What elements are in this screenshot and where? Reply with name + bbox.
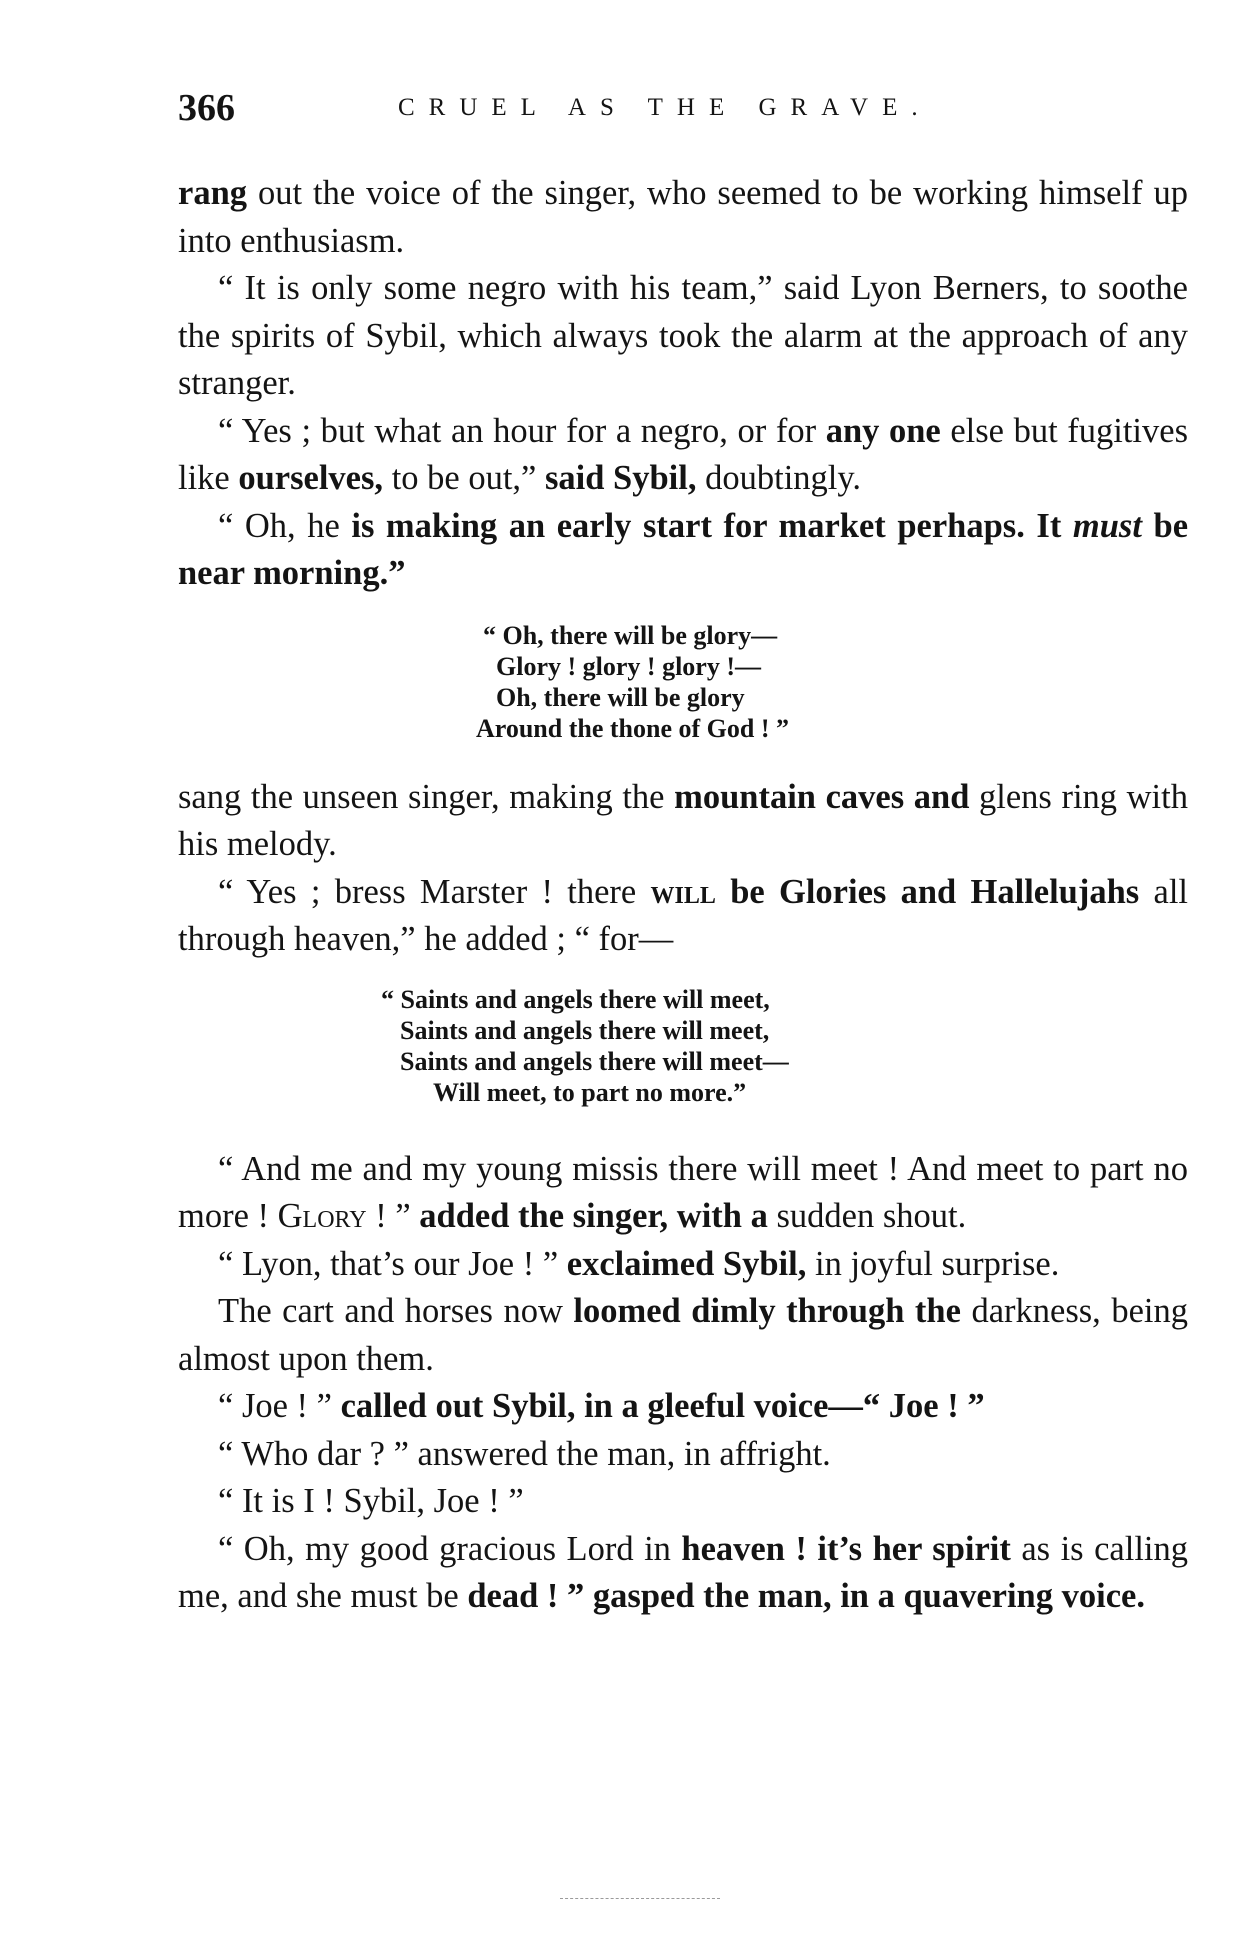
text-run: called out Sybil, in a gleeful voice—“ Joe ! ”: [340, 1387, 985, 1425]
verse-line: Oh, there will be glory: [496, 682, 745, 712]
text-run: doubtingly.: [696, 459, 861, 497]
paragraph: [178, 1146, 1188, 1241]
text-run: “ Yes ; but what an hour for a negro, or for: [218, 411, 826, 450]
text-run: in joyful surprise.: [806, 1244, 1060, 1283]
verse-line: Saints and angels there will meet—: [400, 1046, 789, 1076]
text-run: “ And me and my young missis there will meet ! And meet to part no more !: [178, 1149, 1188, 1235]
text-run: “ Joe ! ”: [218, 1387, 341, 1425]
text-run: is making an early start for market perhaps. It: [351, 506, 1062, 545]
text-run: ! ”: [366, 1197, 420, 1235]
verse-line: Glory ! glory ! glory !—: [496, 651, 761, 681]
verse-line: Saints and angels there will meet,: [400, 1015, 770, 1045]
text-run: loomed dimly through the: [573, 1292, 961, 1330]
text-run: any one: [825, 411, 941, 450]
paragraph: [178, 1383, 1188, 1431]
text-run: else but fugitives like: [178, 411, 1188, 497]
running-head: [178, 86, 1188, 130]
text-run: said Sybil,: [544, 459, 697, 497]
text-run: rang: [178, 174, 247, 212]
text-run: “ Lyon, that’s our Joe ! ”: [218, 1244, 567, 1283]
text-run: darkness, being almost upon them.: [178, 1292, 1188, 1378]
text-run: sang the unseen singer, making the: [178, 777, 675, 816]
paragraph: [178, 408, 1188, 503]
text-run: The cart and horses now: [218, 1292, 574, 1330]
running-title: CRUEL AS THE GRAVE.: [398, 94, 932, 121]
paragraph: [178, 1288, 1188, 1383]
text-run: sudden shout.: [767, 1197, 967, 1235]
page-number: 366: [178, 87, 235, 129]
footer-rule: [560, 1898, 720, 1899]
verse-line: “ Saints and angels there will meet,: [381, 984, 770, 1014]
text-run: mountain caves and: [674, 777, 970, 816]
paragraph: [178, 869, 1188, 964]
text-run: glens ring with his melody.: [178, 777, 1188, 863]
text-run: “ Oh, he: [218, 506, 352, 545]
text-run: as is calling me, and she must be: [178, 1529, 1188, 1615]
text-run: be Glories and Hallelujahs: [715, 872, 1140, 911]
text-run: Glory: [277, 1197, 367, 1235]
paragraph: [178, 503, 1188, 598]
text-run: “ Oh, my good gracious Lord in: [218, 1529, 682, 1568]
paragraph: [178, 170, 1188, 265]
text-run: out the voice of the singer, who seemed to be working himself up into enthusiasm.: [178, 174, 1188, 260]
song-verse: [178, 984, 1188, 1108]
text-run: dead ! ” gasped the man, in a quavering voice.: [467, 1577, 1145, 1615]
song-verse: [178, 620, 1188, 744]
text-run: be near morning.”: [178, 506, 1189, 592]
text-run: to be out,”: [383, 459, 545, 497]
text-run: must: [1072, 506, 1142, 545]
verse-line: Around the thone of God ! ”: [476, 713, 790, 743]
paragraph: [178, 774, 1188, 869]
text-run: all through heaven,” he added ; “ for—: [178, 872, 1189, 958]
verse-line: Will meet, to part no more.”: [433, 1077, 747, 1107]
book-page: [178, 86, 1188, 1621]
text-run: exclaimed Sybil,: [566, 1244, 807, 1283]
paragraph: “ It is I ! Sybil, Joe ! ”: [218, 1482, 524, 1520]
text-run: heaven ! it’s her spirit: [681, 1529, 1011, 1568]
text-run: added the singer, with a: [419, 1197, 768, 1235]
text-run: ourselves,: [238, 459, 384, 497]
paragraph: “ Who dar ? ” answered the man, in affright.: [218, 1434, 831, 1473]
paragraph: [178, 1241, 1188, 1289]
paragraph: “ It is only some negro with his team,” said Lyon Berners, to soothe the spirits of Sybil, which always took the alarm at the approach of any stranger.: [178, 269, 1188, 402]
text-run: will: [650, 872, 716, 911]
text-run: “ Yes ; bress Marster ! there: [218, 872, 651, 911]
paragraph: [178, 1526, 1188, 1621]
verse-line: “ Oh, there will be glory—: [483, 620, 778, 650]
